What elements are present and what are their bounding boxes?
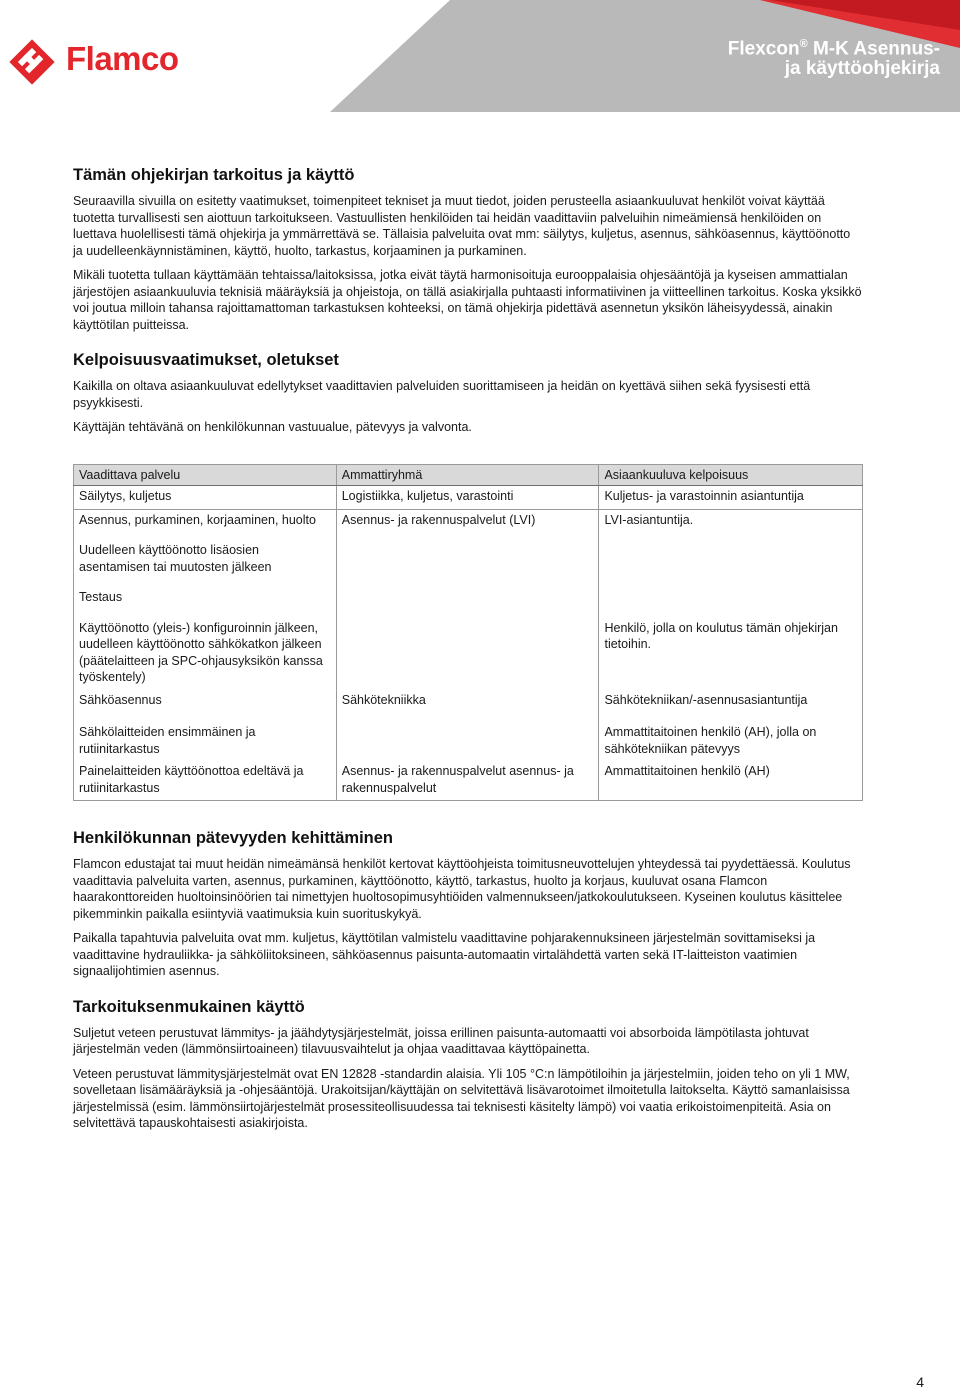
table-header-row: [74, 464, 863, 486]
table-row: [74, 690, 863, 713]
table-cell: Säilytys, kuljetus: [74, 486, 337, 510]
section-heading: Tarkoituksenmukainen käyttö: [73, 997, 305, 1016]
table-cell: Ammattitaitoinen henkilö (AH), jolla on sähkötekniikan pätevyys: [599, 712, 863, 761]
section-qualifications: [73, 351, 863, 436]
table-cell: Ammattitaitoinen henkilö (AH): [599, 761, 863, 801]
page-header: [0, 0, 960, 112]
table-row: [74, 712, 863, 761]
section-heading: Henkilökunnan pätevyyden kehittäminen: [73, 829, 393, 847]
title-line1: Flexcon: [727, 38, 800, 60]
title-line2: ja käyttöohjekirja: [784, 58, 940, 80]
section-heading: Tämän ohjekirjan tarkoitus ja käyttö: [73, 166, 355, 184]
table-cell: Sähkötekniikka: [336, 690, 599, 713]
table-cell: Sähkötekniikan/-asennusasiantuntija: [599, 690, 863, 713]
brand-logo-text: Flamco: [66, 40, 179, 77]
table-cell: Asennus, purkaminen, korjaaminen, huolto: [74, 509, 337, 532]
qualification-table: [73, 464, 863, 802]
paragraph: Suljetut veteen perustuvat lämmitys- ja jäähdytysjärjestelmät, joissa erillinen paisunta-automaatti voi absorboida lämpötilasta johtuvat järjestelmän veden (lämmönsiirtoaineen) tilavuusvaihtelut ja ohjaa vaadittavaa käyttöpainetta.: [73, 1025, 809, 1056]
section-competence: [73, 829, 863, 980]
table-cell: Asennus- ja rakennuspalvelut asennus- ja rakennuspalvelut: [336, 761, 599, 801]
paragraph: Veteen perustuvat lämmitysjärjestelmät ovat EN 12828 -standardin alaisia. Yli 105 °C:n lämpötiloihin ja järjestelmiin, joiden teho on yli 1 MW, sovelletaan lisämääräyksiä ja -ohjesääntöjä. Urakoitsijan/käyttäjän on selvitettävä lisävarotoimet ilmoitetulla laitokselta. Käyttö samanlaisissa järjestelmissä (esim. lämmönsiirtojärjestelmät prosessiteollisuudessa tai teknisesti käsitelty lämpö) voi vaatia erikoistoimenpiteitä. Asia on selvitettävä tapauskohtaisesti asiakirjoista.: [73, 1066, 850, 1130]
table-cell: LVI-asiantuntija.: [599, 509, 863, 532]
section-heading: Kelpoisuusvaatimukset, oletukset: [73, 351, 339, 369]
paragraph: Seuraavilla sivuilla on esitetty vaatimukset, toimenpiteet tekniset ja muut tiedot, joiden perusteella asiaankuuluvat henkilöt voivat käyttää tuotetta turvallisesti sen aiottuun tarkoitukseen. Vastuullisten henkilöiden tai heidän vaadittaviin palveluihin nimeämiensä henkilöiden on luettava huolellisesti tämä ohjekirja ja ymmärrettävä se. Tällaisia palveluita ovat mm: säilytys, kuljetus, asennus, sähköasennus, käyttöönotto ja uudelleenkäynnistäminen, käyttö, huolto, tarkastus, korjaaminen ja purkaminen.: [73, 194, 851, 258]
table-cell: [336, 712, 599, 761]
paragraph: Flamcon edustajat tai muut heidän nimeämänsä henkilöt kertovat käyttöohjeista toimitusneuvottelujen yhteydessä tai pyydettäessä. Koulutus vaadittavia palveluita varten, asennus, purkaminen, käyttöönotto, käyttö, tarkastus, huolto ja korjaus, kuuluvat osana Flamcon haarakonttoreiden huoltoinsinöörien tai nimettyjen huoltosopimusyhtiöiden valmennukseen/jatkokoulutukseen. Kyseinen koulutus käsittelee pikemminkin paikalla esiintyviä vaatimuksia kuin suorituskykyä.: [73, 857, 851, 921]
section-purpose: [73, 166, 863, 333]
table-cell: Testaus: [74, 579, 337, 610]
document-title: [728, 34, 940, 79]
flamco-logo-icon: [6, 36, 58, 88]
table-cell: [336, 532, 599, 579]
table-cell: Logistiikka, kuljetus, varastointi: [336, 486, 599, 510]
column-header: Vaadittava palvelu: [74, 464, 337, 486]
table-row: [74, 532, 863, 579]
table-cell: Asennus- ja rakennuspalvelut (LVI): [336, 509, 599, 532]
paragraph: Käyttäjän tehtävänä on henkilökunnan vastuualue, pätevyys ja valvonta.: [73, 420, 472, 434]
registered-mark: ®: [799, 38, 808, 50]
table-cell: Käyttöönotto (yleis-) konfiguroinnin jälkeen, uudelleen käyttöönotto sähkökatkon jälkeen (päätelaitteen ja SPC-ohjausyksikön kanssa työskentely): [74, 610, 337, 690]
table-row: [74, 761, 863, 801]
table-row: [74, 486, 863, 510]
table-row: [74, 610, 863, 690]
table-cell: Painelaitteiden käyttöönottoa edeltävä ja rutiinitarkastus: [74, 761, 337, 801]
table-row: [74, 509, 863, 532]
table-cell: Uudelleen käyttöönotto lisäosien asentamisen tai muutosten jälkeen: [74, 532, 337, 579]
table-cell: [336, 579, 599, 610]
table-cell: [599, 579, 863, 610]
table-cell: [599, 532, 863, 579]
section-intended-use: [73, 998, 863, 1132]
page-number: 4: [916, 1374, 924, 1390]
main-content: [73, 166, 863, 1140]
title-line1-b: M-K Asennus-: [807, 38, 940, 60]
paragraph: Mikäli tuotetta tullaan käyttämään tehtaissa/laitoksissa, jotka eivät täytä harmonisoituja eurooppalaisia ohjesääntöjä ja kyseisen ammattialan järjestöjen asiaankuuluvia teknisiä määräyksiä ja ohjeistoja, on tällä asiakirjalla puhtaasti informatiivinen ja viitteellinen tarkoitus. Koska yksikkö voi joutua milloin tahansa rajoittamattoman tarkastuksen kohteeksi, on tämä ohjekirja pidettävä asennetun yksikön läheisyydessä, ainakin käyttötilan puitteissa.: [73, 268, 862, 332]
paragraph: Kaikilla on oltava asiaankuuluvat edellytykset vaadittavien palveluiden suorittamiseen ja heidän on kyettävä siihen sekä fyysisesti että psyykkisesti.: [73, 379, 811, 410]
column-header: Asiaankuuluva kelpoisuus: [599, 464, 863, 486]
table-cell: Henkilö, jolla on koulutus tämän ohjekirjan tietoihin.: [599, 610, 863, 690]
table-cell: Sähkölaitteiden ensimmäinen ja rutiinitarkastus: [74, 712, 337, 761]
table-row: [74, 579, 863, 610]
column-header: Ammattiryhmä: [336, 464, 599, 486]
table-cell: Sähköasennus: [74, 690, 337, 713]
table-cell: Kuljetus- ja varastoinnin asiantuntija: [599, 486, 863, 510]
table-cell: [336, 610, 599, 690]
paragraph: Paikalla tapahtuvia palveluita ovat mm. kuljetus, käyttötilan valmistelu vaadittavine pohjarakennuksineen järjestelmän sovittamiseksi ja vaadittavine hydrauliikka- ja sähköliitoksineen, sähköasennus paisunta-automaatin virtalähdettä varten sekä IT-laitteiston vaatimien signaalijohtimien asennus.: [73, 931, 816, 978]
